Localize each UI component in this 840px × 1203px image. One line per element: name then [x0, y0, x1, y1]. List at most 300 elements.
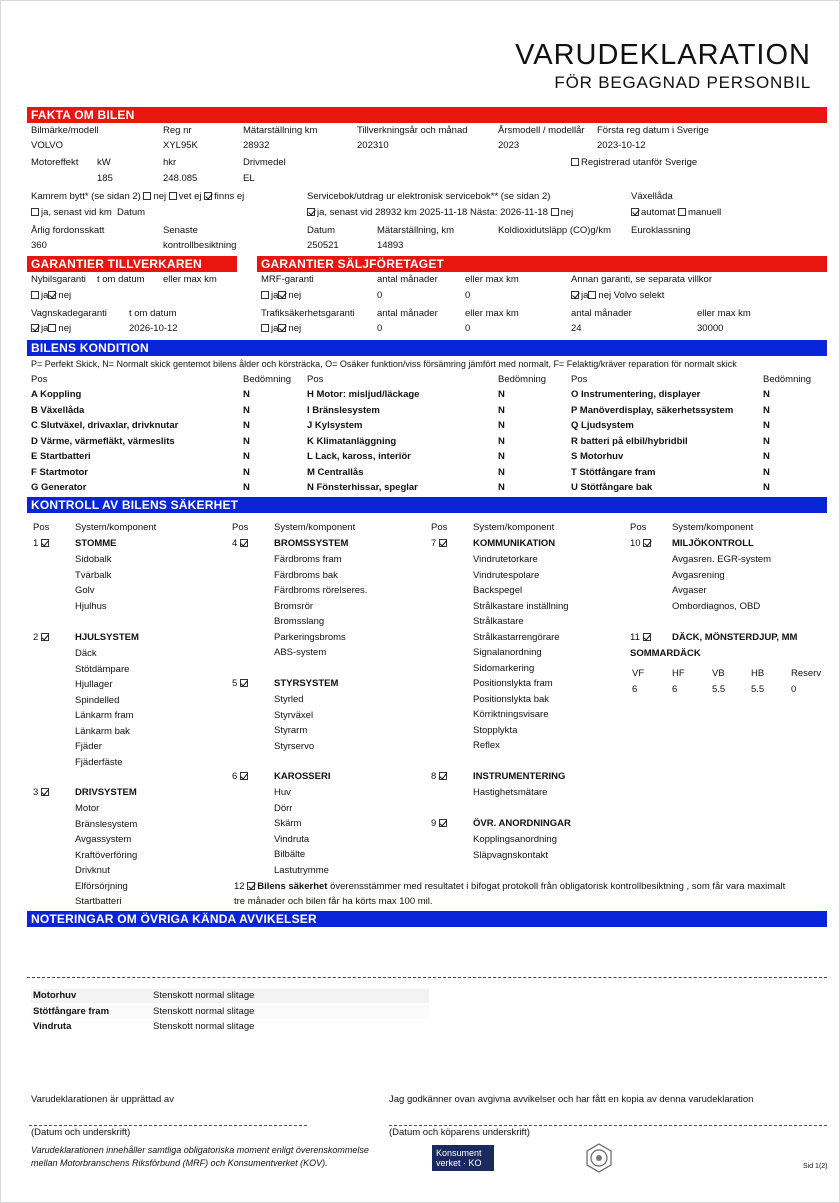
- safety-col1-pos-header: Pos: [33, 522, 50, 533]
- value-firstreg: 2023-10-12: [597, 140, 646, 151]
- label-new-maxkm: eller max km: [163, 274, 217, 285]
- condition-item-grade: N: [498, 435, 505, 447]
- label-insp-km: Mätarställning, km: [377, 225, 455, 236]
- value-reg: XYL95K: [163, 140, 198, 151]
- safety-component: Ombordiagnos, OBD: [672, 600, 761, 612]
- note-text: Stenskott normal slitage: [153, 1005, 255, 1017]
- group-9-number: 9: [431, 818, 437, 829]
- group-4-number: 4: [232, 538, 238, 549]
- condition-item-grade: N: [243, 451, 250, 462]
- mrf-no-label: nej: [288, 290, 302, 301]
- value-tax: 360: [31, 240, 47, 251]
- group-11-number: 11: [630, 632, 640, 643]
- mrf-seal-icon: [584, 1143, 614, 1173]
- label-tax: Årlig fordonsskatt: [31, 225, 105, 236]
- label-power: Motoreffekt: [31, 157, 79, 168]
- label-insp-date: Datum: [307, 225, 335, 236]
- label-firstreg: Första reg datum i Sverige: [597, 125, 709, 136]
- value-manuf: 202310: [357, 140, 389, 151]
- safety-component: Parkeringsbroms: [274, 631, 346, 643]
- group-12-text: överensstämmer med resultatet i bifogat protokoll från obligatorisk kontrollbesiktning , som får vara maximalt: [327, 881, 786, 892]
- safety-component: Sidobalk: [75, 554, 112, 565]
- prepared-by-label: Varudeklarationen är upprättad av: [31, 1094, 174, 1105]
- document-title: VARUDEKLARATION: [515, 39, 811, 71]
- group-6-checkbox[interactable]: [240, 772, 248, 780]
- label-traffic: Trafiksäkerhetsgaranti: [261, 308, 355, 319]
- traffic-yes-checkbox[interactable]: [261, 324, 269, 332]
- mrf-yes-checkbox[interactable]: [261, 291, 269, 299]
- group-5-checkbox[interactable]: [240, 679, 248, 687]
- vagn-warranty-no-label: nej: [58, 323, 72, 334]
- condition-item-label: L Lack, kaross, interiör: [307, 451, 411, 462]
- safety-component: Lastutrymme: [274, 864, 329, 876]
- group-12-text-line2: tre månader och bilen får ha körts max 100 mil.: [234, 896, 433, 907]
- tyre-column-label: VB: [712, 668, 725, 679]
- safety-component: Avgaser: [672, 585, 707, 596]
- group-11-checkbox[interactable]: [643, 633, 651, 641]
- condition-item-label: P Manöverdisplay, säkerhetssystem: [571, 404, 734, 416]
- value-drive: EL: [243, 173, 255, 184]
- condition-legend: P= Perfekt Skick, N= Normalt skick gentemot bilens ålder och körsträcka, O= Osäker funktion/viss försämring jämfört med normalt, F= Felaktig/kräver reparation för normalt skick: [31, 359, 737, 369]
- value-hkr: 248.085: [163, 173, 198, 184]
- safety-component: Strålkastarrengörare: [473, 631, 560, 643]
- label-manuf: Tillverkningsår och månad: [357, 125, 468, 136]
- safety-component: Hjullager: [75, 679, 113, 690]
- condition-item-grade: N: [243, 404, 250, 416]
- safety-component: Spindelled: [75, 694, 120, 706]
- group-4-title: BROMSSYSTEM: [274, 538, 349, 549]
- group-7-title: KOMMUNIKATION: [473, 538, 556, 549]
- label-inspection-1: Senaste: [163, 225, 198, 236]
- seller-signature-caption: (Datum och underskrift): [31, 1127, 131, 1138]
- group-9-header: [431, 819, 449, 830]
- condition-item-grade: N: [763, 451, 770, 462]
- kamrem-unknown-label: vet ej: [178, 191, 202, 202]
- service-label: Servicebok/utdrag ur elektronisk servicebok** (se sidan 2): [307, 191, 551, 202]
- kamrem-yes-row: [31, 208, 145, 219]
- label-mrf-months: antal månader: [377, 274, 438, 285]
- safety-component: Bränslesystem: [75, 818, 138, 830]
- condition-item-label: G Generator: [31, 482, 87, 493]
- other-warranty-text: nej Volvo selekt: [598, 290, 665, 301]
- safety-component: Elförsörjning: [75, 880, 128, 892]
- safety-component: Färdbroms fram: [274, 554, 342, 565]
- note-text: Stenskott normal slitage: [153, 990, 255, 1001]
- value-km: 28932: [243, 140, 270, 151]
- safety-component: Signalanordning: [473, 647, 542, 658]
- reg-outside-row: [571, 158, 697, 169]
- safety-component: Reflex: [473, 740, 500, 751]
- new-warranty-no-checkbox[interactable]: [48, 291, 56, 299]
- other-warranty-yes-checkbox[interactable]: [571, 291, 579, 299]
- group-2-checkbox[interactable]: [41, 633, 49, 641]
- cond-col2-grade-header: Bedömning: [498, 374, 547, 385]
- vagn-warranty-yes-label: ja: [41, 323, 49, 334]
- safety-component: Länkarm fram: [75, 710, 134, 721]
- cond-col3-pos-header: Pos: [571, 374, 588, 385]
- group-11-header: [630, 633, 653, 644]
- safety-component: Strålkastare: [473, 616, 524, 627]
- safety-component: Däck: [75, 648, 97, 659]
- safety-component: Styrarm: [274, 725, 308, 736]
- safety-component: Avgasren. EGR-system: [672, 554, 772, 565]
- condition-item-grade: N: [763, 466, 770, 478]
- condition-item-grade: N: [243, 389, 250, 400]
- safety-col4-sys-header: System/komponent: [672, 522, 754, 533]
- group-7-checkbox[interactable]: [439, 539, 447, 547]
- value-brand: VOLVO: [31, 140, 64, 151]
- safety-component: Fjäderfäste: [75, 756, 123, 768]
- condition-item-grade: N: [498, 482, 505, 493]
- service-row: [307, 208, 573, 219]
- label-drive: Drivmedel: [243, 157, 286, 168]
- group-8-title: INSTRUMENTERING: [473, 771, 566, 782]
- group-5-title: STYRSYSTEM: [274, 678, 339, 689]
- label-traffic-months: antal månader: [377, 308, 438, 319]
- group-12-bold-text: Bilens säkerhet: [257, 881, 328, 892]
- gear-auto-label: automat: [641, 207, 676, 218]
- safety-col1-sys-header: System/komponent: [75, 522, 157, 533]
- service-no-label: nej: [560, 207, 574, 218]
- service-no-checkbox[interactable]: [551, 208, 559, 216]
- condition-item-label: F Startmotor: [31, 466, 88, 478]
- group-12-number: 12: [234, 881, 245, 892]
- tyre-column-label: VF: [632, 668, 645, 679]
- value-insp-date: 250521: [307, 240, 339, 251]
- value-traffic-km: 0: [465, 323, 471, 334]
- note-part: Stötfångare fram: [33, 1005, 110, 1017]
- group-7-number: 7: [431, 538, 437, 549]
- safety-component: Avgassystem: [75, 834, 132, 845]
- safety-component: Vindrutespolare: [473, 569, 540, 581]
- condition-item-label: B Växellåda: [31, 404, 85, 416]
- group-9-checkbox[interactable]: [439, 819, 447, 827]
- reg-outside-label: Registrerad utanför Sverige: [581, 157, 698, 168]
- tyre-column-label: HB: [751, 668, 765, 679]
- group-3-number: 3: [33, 787, 39, 798]
- kamrem-yes-checkbox[interactable]: [31, 208, 39, 216]
- condition-item-label: O Instrumentering, displayer: [571, 389, 701, 400]
- condition-item-label: E Startbatteri: [31, 451, 91, 462]
- safety-col3-sys-header: System/komponent: [473, 522, 555, 533]
- safety-component: Kopplingsanordning: [473, 834, 557, 845]
- condition-item-grade: N: [243, 435, 250, 447]
- note-part: Motorhuv: [33, 990, 77, 1001]
- condition-item-label: S Motorhuv: [571, 451, 624, 462]
- condition-item-grade: N: [763, 435, 770, 447]
- safety-component: Bromsslang: [274, 616, 325, 627]
- safety-component: Stötdämpare: [75, 663, 130, 675]
- cond-col1-grade-header: Bedömning: [243, 374, 292, 385]
- traffic-row: [261, 324, 301, 335]
- label-new-warranty: Nybilsgaranti: [31, 274, 86, 285]
- condition-item-label: U Stötfångare bak: [571, 482, 653, 493]
- value-mrf-months: 0: [377, 290, 383, 301]
- kamrem-date-label: Datum: [117, 207, 146, 218]
- condition-item-label: C Slutväxel, drivaxlar, drivknutar: [31, 420, 179, 431]
- group-7-header: [431, 539, 449, 550]
- vagn-warranty-no-checkbox[interactable]: [48, 324, 56, 332]
- safety-component: Skärm: [274, 818, 302, 829]
- kamrem-none-label: finns ej: [214, 191, 245, 202]
- group-8-header: [431, 772, 449, 783]
- safety-component: Styrservo: [274, 740, 315, 752]
- label-inspection-2: kontrollbesiktning: [163, 240, 237, 251]
- group-4-header: [232, 539, 250, 550]
- section-notes-heading: NOTERINGAR OM ÖVRIGA KÄNDA AVVIKELSER: [27, 911, 827, 927]
- group-10-title: MILJÖKONTROLL: [672, 538, 754, 549]
- condition-item-label: Q Ljudsystem: [571, 420, 634, 431]
- safety-component: Stopplykta: [473, 724, 518, 736]
- mrf-yes-label: ja: [271, 290, 279, 301]
- safety-component: Golv: [75, 585, 95, 596]
- condition-item-label: J Kylsystem: [307, 420, 363, 431]
- group-1-number: 1: [33, 538, 39, 549]
- label-euro: Euroklassning: [631, 225, 691, 236]
- condition-item-grade: N: [763, 482, 770, 493]
- value-vagn-until: 2026-10-12: [129, 323, 178, 334]
- condition-item-grade: N: [243, 482, 250, 493]
- traffic-no-label: nej: [288, 323, 302, 334]
- safety-component: Drivknut: [75, 865, 110, 876]
- safety-component: Bilbälte: [274, 849, 306, 860]
- group-3-title: DRIVSYSTEM: [75, 787, 137, 798]
- condition-item-label: K Klimatanläggning: [307, 435, 397, 447]
- safety-col2-pos-header: Pos: [232, 522, 249, 533]
- group-2-header: [33, 633, 51, 644]
- group-1-header: [33, 539, 51, 550]
- condition-item-grade: N: [498, 420, 505, 431]
- section-fakta-heading: FAKTA OM BILEN: [27, 107, 827, 123]
- safety-col2-sys-header: System/komponent: [274, 522, 356, 533]
- cond-col3-grade-header: Bedömning: [763, 374, 812, 385]
- legal-text-line2: mellan Motorbranschens Riksförbund (MRF) och Konsumentverket (KOV).: [31, 1158, 328, 1168]
- safety-component: Styrled: [274, 694, 304, 705]
- kamrem-label: Kamrem bytt* (se sidan 2): [31, 191, 141, 202]
- new-warranty-no-label: nej: [58, 290, 72, 301]
- value-traffic-months: 0: [377, 323, 383, 334]
- safety-component: Länkarm bak: [75, 725, 130, 737]
- approval-label: Jag godkänner ovan avgivna avvikelser och har fått en kopia av denna varudeklaration: [389, 1094, 754, 1105]
- tyre-depth-value: 6: [672, 684, 678, 695]
- gear-label: Växellåda: [631, 191, 673, 202]
- safety-component: Avgasrening: [672, 569, 725, 581]
- label-mrf: MRF-garanti: [261, 274, 314, 285]
- safety-component: Kraftöverföring: [75, 849, 138, 861]
- safety-component: Hjulhus: [75, 600, 107, 612]
- kamrem-none-checkbox[interactable]: [204, 192, 212, 200]
- buyer-signature-caption: (Datum och köparens underskrift): [389, 1127, 530, 1138]
- other-warranty-row: [571, 291, 664, 302]
- kov-logo-line1: Konsument: [436, 1148, 482, 1158]
- safety-component: ABS-system: [274, 647, 327, 658]
- safety-component: Vindruta: [274, 833, 310, 845]
- group-5-number: 5: [232, 678, 238, 689]
- tyre-depth-value: 0: [791, 684, 797, 695]
- other-warranty-no-checkbox[interactable]: [588, 291, 596, 299]
- group-8-checkbox[interactable]: [439, 772, 447, 780]
- group-6-header: [232, 772, 250, 783]
- note-part: Vindruta: [33, 1021, 72, 1032]
- group-6-number: 6: [232, 771, 238, 782]
- condition-item-grade: N: [763, 389, 770, 400]
- safety-col3-pos-header: Pos: [431, 522, 448, 533]
- new-warranty-row: [31, 291, 71, 302]
- safety-col4-pos-header: Pos: [630, 522, 647, 533]
- group-3-header: [33, 788, 51, 799]
- label-year: Årsmodell / modellår: [498, 125, 585, 136]
- value-year: 2023: [498, 140, 520, 151]
- value-other-maxkm: 30000: [697, 323, 724, 334]
- value-mrf-km: 0: [465, 290, 471, 301]
- group-10-header: [630, 539, 653, 550]
- safety-component: Strålkastare inställning: [473, 600, 569, 612]
- kamrem-row: [31, 192, 244, 203]
- condition-item-label: N Fönsterhissar, speglar: [307, 482, 418, 493]
- label-kw: kW: [97, 157, 111, 168]
- condition-item-label: A Koppling: [31, 389, 82, 400]
- gear-row: [631, 208, 721, 219]
- kamrem-unknown-checkbox[interactable]: [169, 192, 177, 200]
- safety-component: Positionslykta bak: [473, 693, 550, 705]
- condition-item-label: D Värme, värmefläkt, värmeslits: [31, 435, 175, 447]
- tyre-column-label: Reserv: [791, 668, 822, 679]
- label-traffic-maxkm: eller max km: [465, 308, 519, 319]
- kamrem-no-checkbox[interactable]: [143, 192, 151, 200]
- condition-item-label: I Bränslesystem: [307, 404, 380, 416]
- section-warranty-seller-heading: GARANTIER SÄLJFÖRETAGET: [257, 256, 827, 272]
- traffic-yes-label: ja: [271, 323, 279, 334]
- legal-text-line1: Varudeklarationen innehåller samtliga obligatoriska moment enligt överenskommelse: [31, 1145, 369, 1155]
- buyer-signature-line[interactable]: [389, 1125, 827, 1126]
- condition-item-grade: N: [243, 420, 250, 431]
- label-vagn-warranty: Vagnskadegaranti: [31, 308, 107, 319]
- group-2-number: 2: [33, 632, 39, 643]
- document-subtitle: FÖR BEGAGNAD PERSONBIL: [554, 73, 811, 92]
- label-brand: Bilmärke/modell: [31, 125, 99, 136]
- safety-component: Styrväxel: [274, 709, 314, 721]
- label-other-maxkm: eller max km: [697, 308, 751, 319]
- condition-item-label: T Stötfångare fram: [571, 466, 656, 478]
- label-co2: Koldioxidutsläpp (CO)g/km: [498, 225, 611, 236]
- tyre-column-label: HF: [672, 668, 685, 679]
- group-1-checkbox[interactable]: [41, 539, 49, 547]
- group-12-checkbox[interactable]: [247, 882, 255, 890]
- label-km: Mätarställning km: [243, 125, 318, 136]
- group-1-title: STOMME: [75, 538, 117, 549]
- group-11-subtitle: SOMMARDÄCK: [630, 648, 701, 659]
- group-5-header: [232, 679, 250, 690]
- cond-col1-pos-header: Pos: [31, 374, 48, 385]
- vagn-warranty-row: [31, 324, 71, 335]
- label-mrf-maxkm: eller max km: [465, 274, 519, 285]
- group-11-title: DÄCK, MÖNSTERDJUP, MM: [672, 632, 798, 643]
- kamrem-no-label: nej: [153, 191, 167, 202]
- group-8-number: 8: [431, 771, 437, 782]
- group-2-title: HJULSYSTEM: [75, 632, 139, 643]
- group-6-title: KAROSSERI: [274, 771, 331, 782]
- value-insp-km: 14893: [377, 240, 404, 251]
- label-new-until: t om datum: [97, 274, 145, 285]
- other-warranty-yes-label: ja: [581, 290, 589, 301]
- condition-item-grade: N: [243, 466, 250, 478]
- label-other-warranty: Annan garanti, se separata villkor: [571, 274, 712, 285]
- safety-component: Positionslykta fram: [473, 678, 553, 689]
- safety-component: Hastighetsmätare: [473, 787, 548, 798]
- service-yes-label: ja, senast vid 28932 km 2025-11-18 Nästa: 2026-11-18: [317, 207, 548, 218]
- safety-component: Släpvagnskontakt: [473, 849, 548, 861]
- label-reg: Reg nr: [163, 125, 192, 136]
- group-10-checkbox[interactable]: [643, 539, 651, 547]
- safety-component: Backspegel: [473, 585, 523, 596]
- konsumentverket-logo: [432, 1145, 494, 1171]
- section-safety-heading: KONTROLL AV BILENS SÄKERHET: [27, 497, 827, 513]
- safety-component: Sidomarkering: [473, 662, 535, 674]
- reg-outside-checkbox[interactable]: [571, 158, 579, 166]
- safety-component: Vindrutetorkare: [473, 554, 538, 565]
- condition-item-grade: N: [498, 389, 505, 400]
- condition-item-grade: N: [763, 420, 770, 431]
- page-number: Sid 1(2): [803, 1163, 828, 1170]
- value-other-months: 24: [571, 323, 582, 334]
- safety-component: Dörr: [274, 802, 293, 814]
- tyre-depth-value: 5.5: [712, 684, 726, 695]
- safety-component: Bromsrör: [274, 600, 314, 612]
- kov-logo-line2: verket · KO: [436, 1158, 482, 1168]
- mrf-no-checkbox[interactable]: [278, 291, 286, 299]
- label-vagn-until: t om datum: [129, 308, 177, 319]
- safety-component: Tvärbalk: [75, 569, 112, 581]
- gear-manual-label: manuell: [687, 207, 722, 218]
- group-12-row: [234, 882, 785, 893]
- notes-separator: [27, 977, 827, 978]
- condition-item-grade: N: [498, 451, 505, 462]
- safety-component: Körriktningsvisare: [473, 709, 549, 720]
- condition-item-grade: N: [763, 404, 770, 416]
- mrf-row: [261, 291, 301, 302]
- condition-item-grade: N: [498, 404, 505, 416]
- gear-manual-checkbox[interactable]: [678, 208, 686, 216]
- value-kw: 185: [97, 173, 113, 184]
- seller-signature-line[interactable]: [29, 1125, 307, 1126]
- condition-item-label: R batteri på elbil/hybridbil: [571, 435, 688, 447]
- section-condition-heading: BILENS KONDITION: [27, 340, 827, 356]
- safety-component: Startbatteri: [75, 896, 122, 907]
- tyre-depth-value: 6: [632, 684, 638, 695]
- group-9-title: ÖVR. ANORDNINGAR: [473, 818, 571, 829]
- vagn-warranty-yes-checkbox[interactable]: [31, 324, 39, 332]
- new-warranty-yes-label: ja: [41, 290, 49, 301]
- service-yes-checkbox[interactable]: [307, 208, 315, 216]
- section-warranty-manufacturer-heading: GARANTIER TILLVERKAREN: [27, 256, 237, 272]
- group-3-checkbox[interactable]: [41, 788, 49, 796]
- condition-item-label: M Centrallås: [307, 466, 364, 478]
- cond-col2-pos-header: Pos: [307, 374, 324, 385]
- traffic-no-checkbox[interactable]: [278, 324, 286, 332]
- safety-component: Färdbroms rörelseres.: [274, 585, 368, 596]
- safety-component: Motor: [75, 803, 100, 814]
- label-hkr: hkr: [163, 157, 177, 168]
- condition-item-grade: N: [498, 466, 505, 478]
- group-4-checkbox[interactable]: [240, 539, 248, 547]
- group-10-number: 10: [630, 538, 641, 549]
- kamrem-yes-label: ja, senast vid km: [41, 207, 112, 218]
- new-warranty-yes-checkbox[interactable]: [31, 291, 39, 299]
- note-text: Stenskott normal slitage: [153, 1021, 255, 1032]
- safety-component: Fjäder: [75, 741, 102, 752]
- condition-item-label: H Motor: misljud/läckage: [307, 389, 420, 400]
- gear-auto-checkbox[interactable]: [631, 208, 639, 216]
